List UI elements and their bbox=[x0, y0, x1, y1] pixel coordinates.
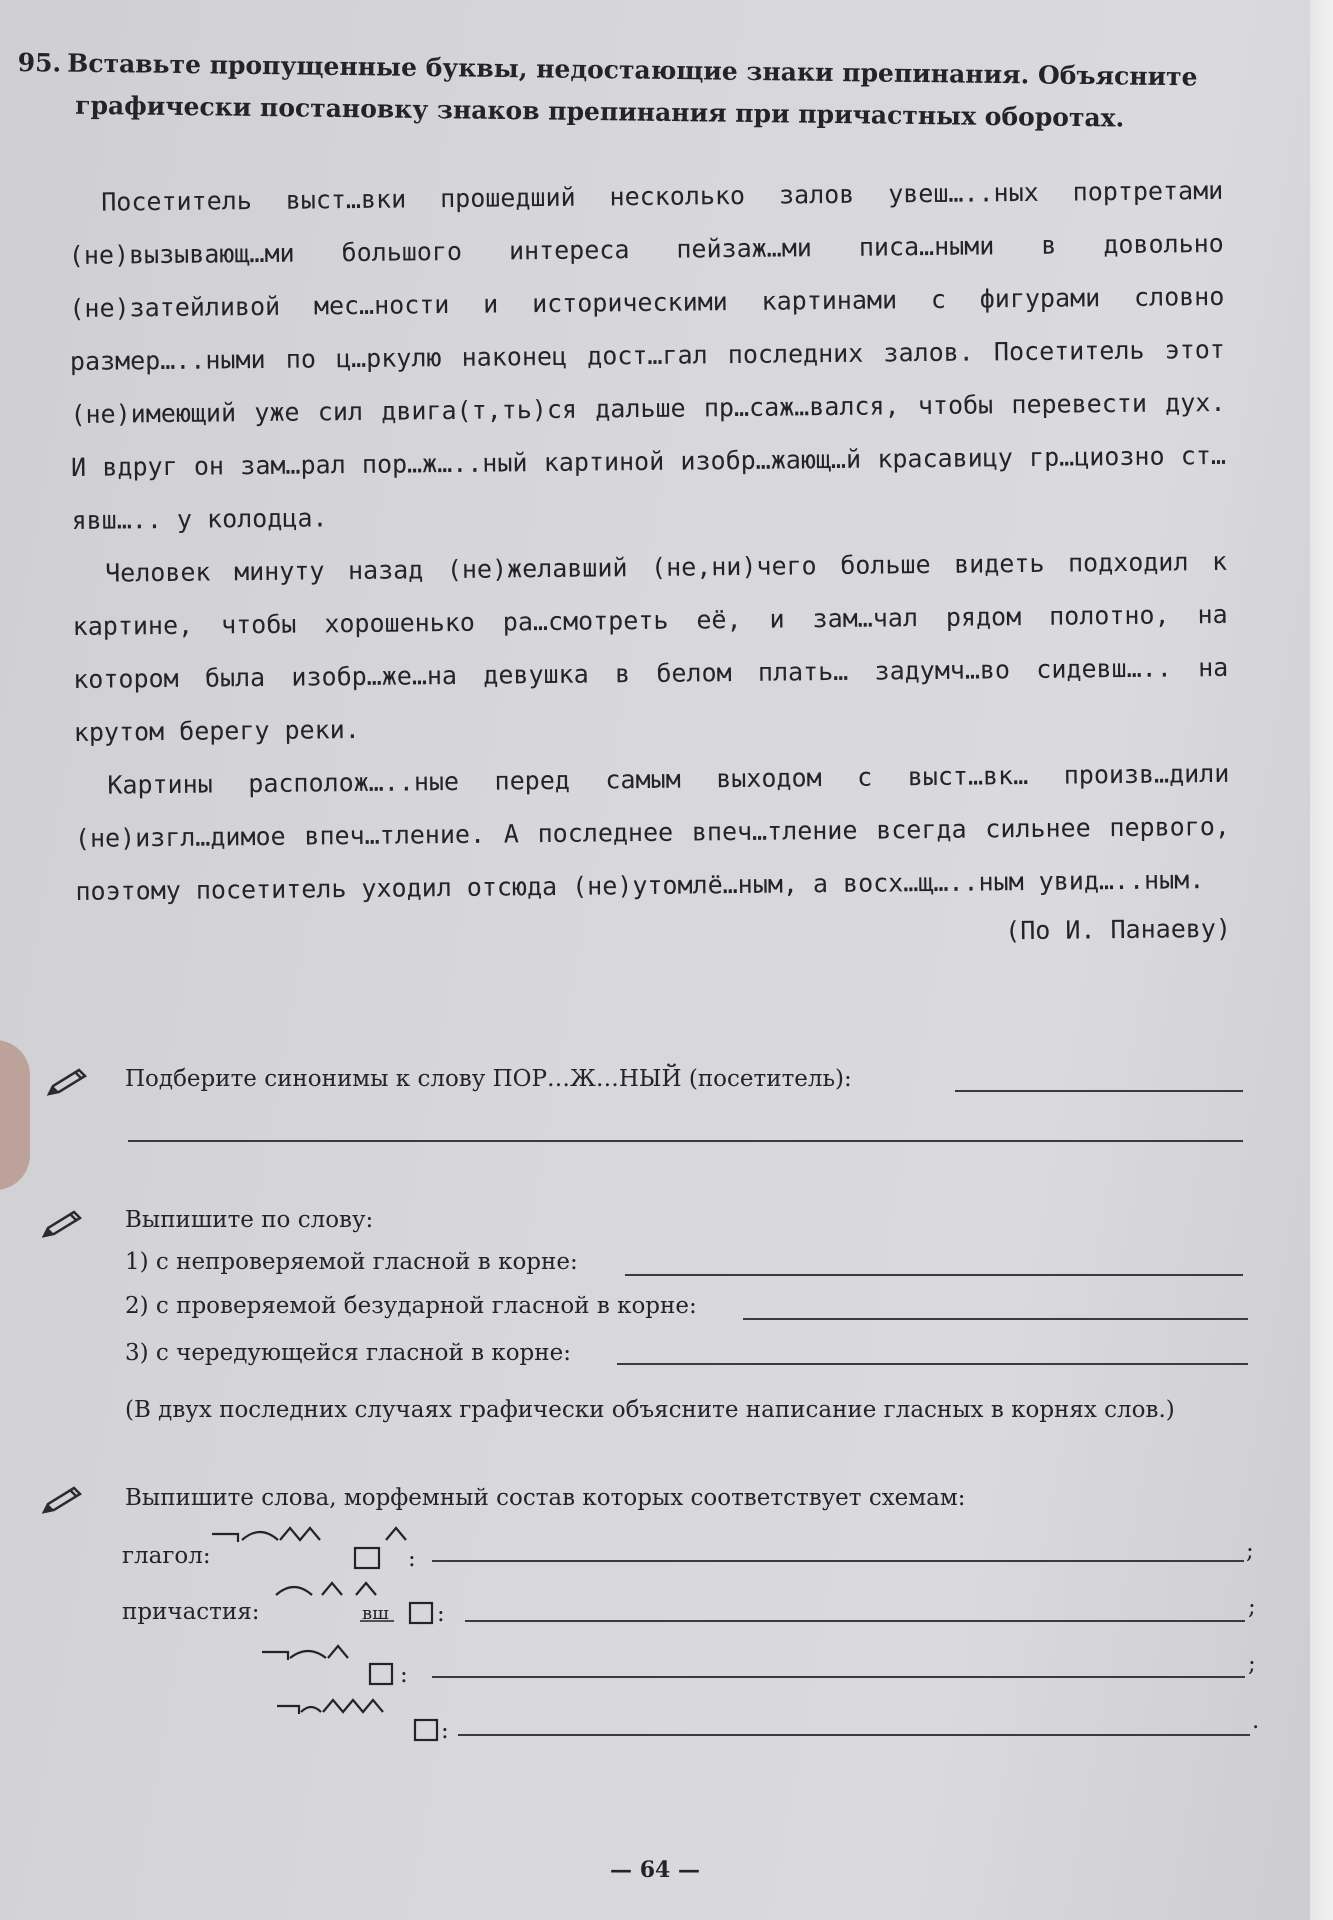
task-instruction-line2: графически постановку знаков препинания при причастных оборотах. bbox=[75, 90, 1125, 133]
verb-answer-line[interactable] bbox=[432, 1560, 1244, 1562]
words-item-3: 3) с чередующейся гласной в корне: bbox=[125, 1340, 571, 1366]
synonyms-answer-line-1[interactable] bbox=[955, 1090, 1243, 1092]
words-answer-line-2[interactable] bbox=[743, 1318, 1248, 1320]
words-answer-line-3[interactable] bbox=[617, 1363, 1248, 1365]
words-item-2: 2) с проверяемой безударной гласной в корне: bbox=[125, 1293, 697, 1319]
synonyms-answer-line-2[interactable] bbox=[128, 1140, 1243, 1142]
paragraph-3: Картины располож…..ные перед самым выходом с выст…вк… произв…дили (не)изгл…димое впеч…тление. А последнее впеч…тление всегда сильнее первого, поэтому посетитель уходил отсюда (не)утомлё…ным, а восх…щ…..ным увид…..ным. bbox=[74, 758, 1231, 906]
page-number: — 64 — bbox=[610, 1857, 700, 1883]
participle-scheme-2-icon bbox=[260, 1640, 430, 1690]
pencil-icon bbox=[40, 1210, 82, 1240]
synonyms-task bbox=[125, 1066, 852, 1092]
participle-1-answer-line[interactable] bbox=[465, 1620, 1245, 1622]
participle-1-semicolon: ; bbox=[1248, 1594, 1256, 1620]
verb-semicolon: ; bbox=[1246, 1538, 1254, 1564]
participle-2-colon: : bbox=[400, 1662, 408, 1688]
verb-label: глагол: bbox=[122, 1543, 211, 1569]
pencil-icon bbox=[40, 1486, 82, 1516]
participle-3-answer-line[interactable] bbox=[458, 1734, 1250, 1736]
next-page-edge bbox=[1310, 0, 1333, 1920]
finger-shadow bbox=[0, 1040, 30, 1190]
synonyms-prompt: Подберите синонимы к слову ПОР…Ж…НЫЙ (посетитель): bbox=[125, 1066, 852, 1092]
participle-scheme-3-icon bbox=[275, 1694, 465, 1746]
participle-2-semicolon: ; bbox=[1248, 1651, 1256, 1677]
participle-2-answer-line[interactable] bbox=[432, 1676, 1245, 1678]
participle-3-colon: : bbox=[441, 1718, 449, 1744]
words-note: (В двух последних случаях графически объясните написание гласных в корнях слов.) bbox=[125, 1397, 1175, 1423]
final-period: . bbox=[1252, 1708, 1260, 1734]
text-source: (По И. Панаеву) bbox=[1005, 913, 1232, 946]
task-heading bbox=[17, 42, 1223, 141]
words-answer-line-1[interactable] bbox=[625, 1274, 1243, 1276]
morph-prompt: Выпишите слова, морфемный состав которых соответствует схемам: bbox=[125, 1485, 966, 1511]
paragraph-2: Человек минуту назад (не)желавший (не,ни)чего больше видеть подходил к картине, чтобы хорошенько ра…смотреть её, и зам…чал рядом полотно, на котором была изобр…же…на девушка в белом плать… задумч…во сидевш….. на крутом берегу реки. bbox=[72, 546, 1229, 747]
participle-scheme-1-icon bbox=[270, 1575, 460, 1630]
pencil-icon bbox=[45, 1068, 87, 1098]
participle-label: причастия: bbox=[122, 1599, 260, 1625]
task-number: 95. bbox=[17, 47, 62, 78]
words-item-1: 1) с непроверяемой гласной в корне: bbox=[125, 1249, 578, 1275]
participle-suffix-vsh: вш bbox=[362, 1603, 389, 1624]
task-instruction-line1: Вставьте пропущенные буквы, недостающие знаки препинания. Объясните bbox=[67, 48, 1198, 92]
participle-1-colon: : bbox=[437, 1601, 445, 1627]
paragraph-1: Посетитель выст…вки прошедший несколько залов увеш…..ных портретами (не)вызывающ…ми большого интереса пейзаж…ми писа…ными в довольно (не)затейливой мес…ности и историческими картинами с фигурами словно размер…..ными по ц…ркулю наконец дост…гал последних залов. Посетитель этот (не)имеющий уже сил двига(т,ть)ся дальше пр…саж…вался, чтобы перевести дух. И вдруг он зам…рал пор…ж…..ный картиной изобр…жающ…й красавицу гр…циозно ст…явш….. у колодца. bbox=[68, 175, 1227, 535]
words-task-prompt: Выпишите по слову: bbox=[125, 1207, 374, 1233]
verb-morpheme-scheme-icon bbox=[210, 1522, 425, 1574]
verb-colon: : bbox=[408, 1546, 416, 1572]
exercise-text bbox=[68, 164, 1231, 967]
